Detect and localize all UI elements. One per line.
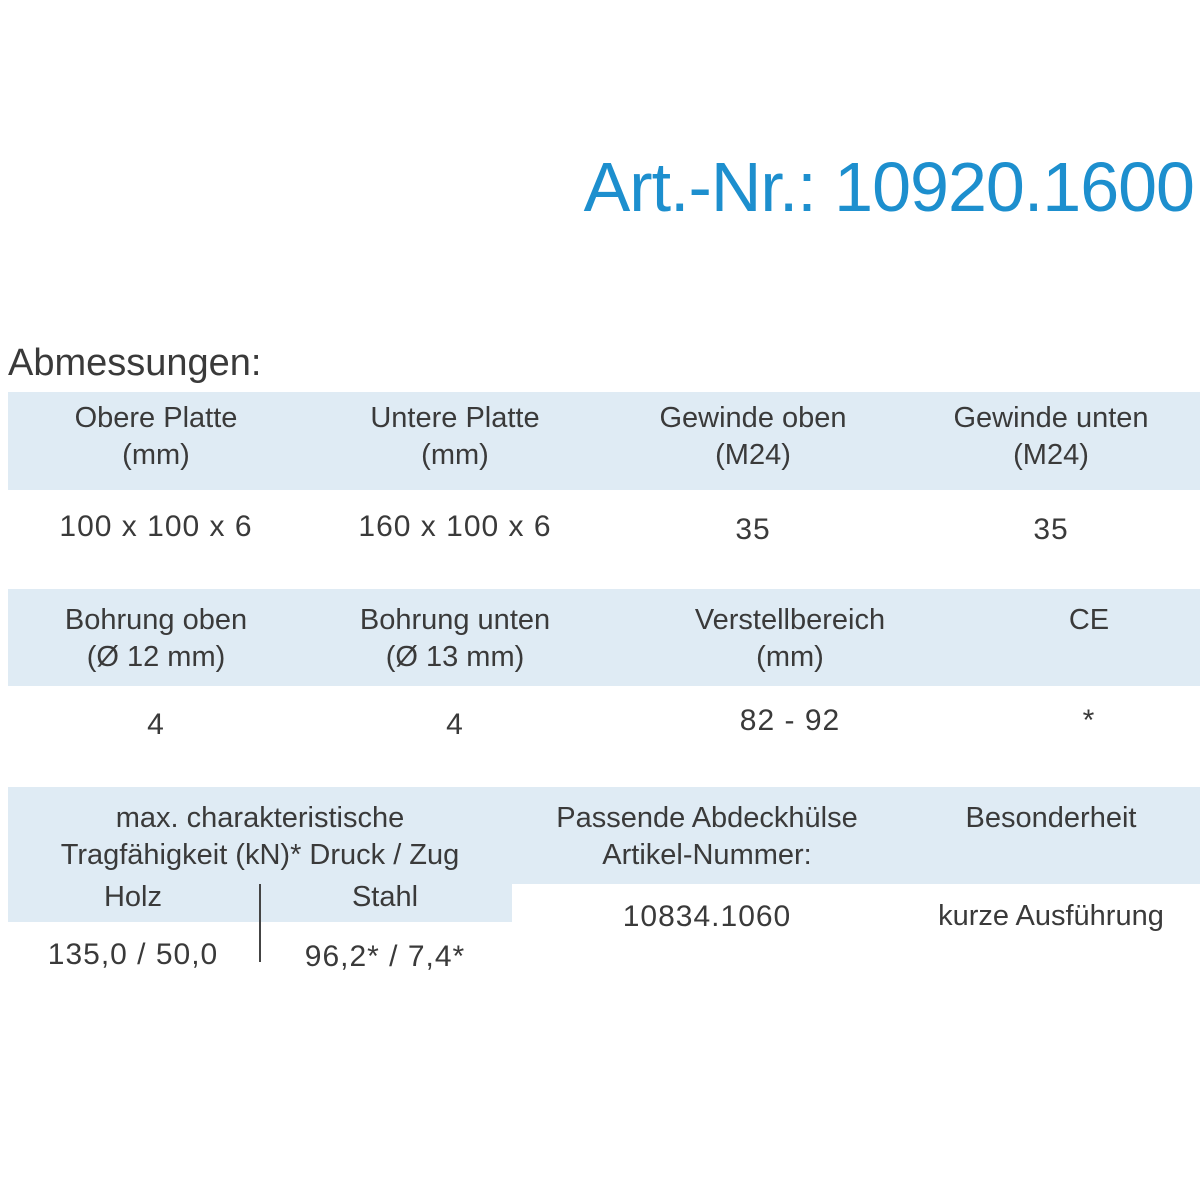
header-besonderheit: Besonderheit (965, 802, 1137, 834)
value-holz: 135,0 / 50,0 (47, 938, 219, 971)
header-gewinde-oben: Gewinde oben (M24) (659, 402, 847, 471)
header-untere-platte: Untere Platte (mm) (370, 402, 540, 471)
header-abdeckhuelse: Passende Abdeckhülse Artikel-Nummer: (556, 802, 858, 871)
value-bohrung-oben: 4 (147, 708, 165, 741)
header-tragfaehigkeit: max. charakteristische Tragfähigkeit (kN)* Druck / Zug (60, 802, 460, 871)
value-abdeckhuelse: 10834.1060 (622, 900, 792, 933)
value-gewinde-oben: 35 (735, 513, 771, 546)
value-obere-platte: 100 x 100 x 6 (59, 510, 253, 543)
section-title: Abmessungen: (8, 342, 262, 384)
value-bohrung-unten: 4 (446, 708, 464, 741)
article-number: Art.-Nr.: 10920.1600 (583, 148, 1194, 226)
column-divider (259, 884, 261, 962)
value-verstellbereich: 82 - 92 (739, 704, 841, 737)
value-besonderheit: kurze Ausführung (938, 900, 1164, 932)
header-obere-platte: Obere Platte (mm) (74, 402, 238, 471)
subheader-stahl: Stahl (351, 881, 419, 913)
subheader-holz: Holz (103, 881, 162, 913)
value-gewinde-unten: 35 (1033, 513, 1069, 546)
header-bohrung-oben: Bohrung oben (Ø 12 mm) (64, 604, 248, 673)
value-untere-platte: 160 x 100 x 6 (358, 510, 552, 543)
header-gewinde-unten: Gewinde unten (M24) (953, 402, 1149, 471)
header-verstellbereich: Verstellbereich (mm) (694, 604, 886, 673)
header-bohrung-unten: Bohrung unten (Ø 13 mm) (359, 604, 551, 673)
value-stahl: 96,2* / 7,4* (304, 940, 466, 973)
value-ce: * (1082, 704, 1096, 737)
header-ce: CE (1068, 604, 1110, 636)
